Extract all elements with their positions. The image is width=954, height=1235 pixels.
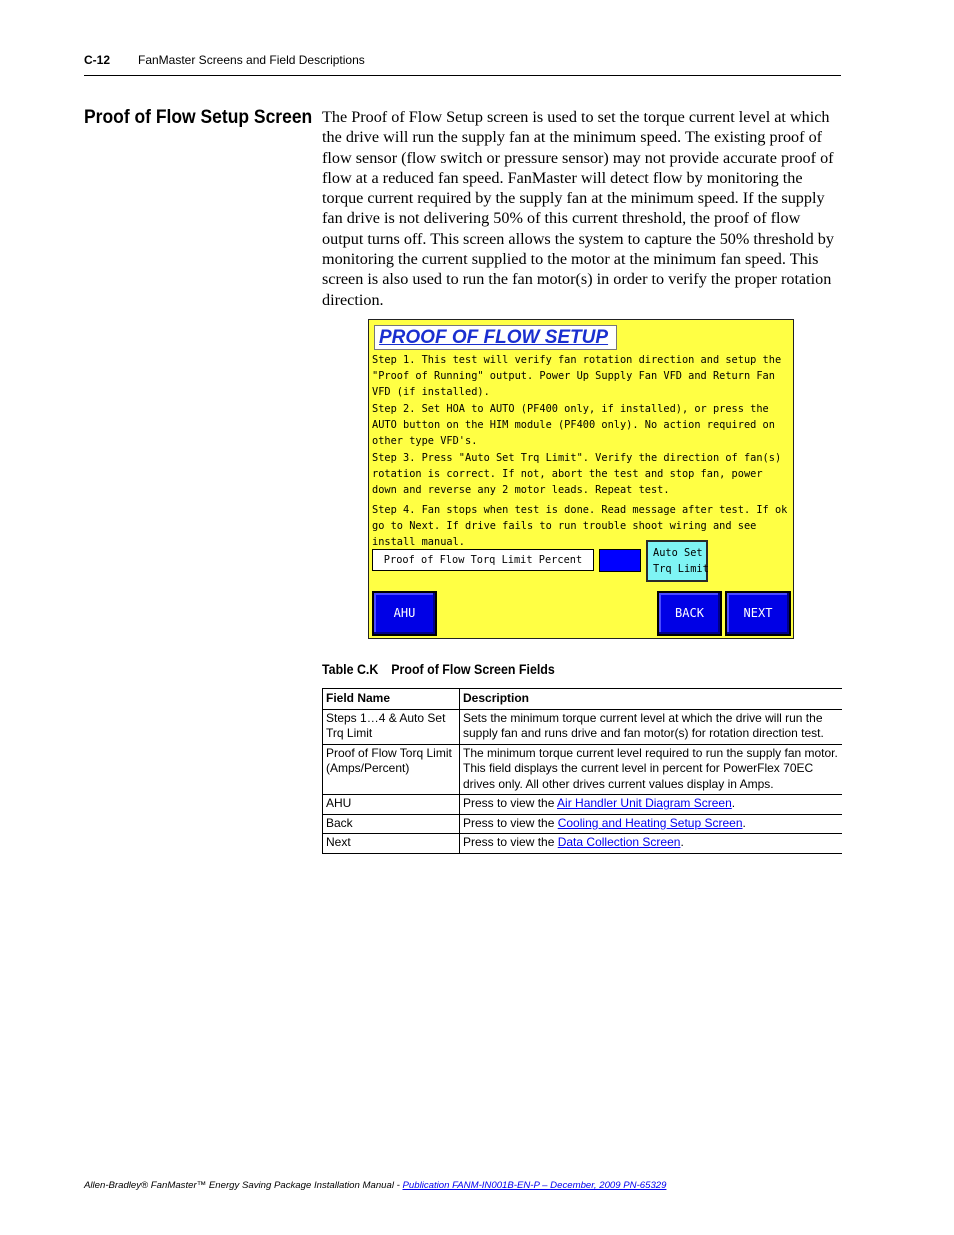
header-rule — [84, 75, 841, 76]
hmi-step-2: Step 2. Set HOA to AUTO (PF400 only, if installed), or press the AUTO button on the HIM module (PF400 only). No action required on other type VFD's. — [372, 403, 775, 447]
description-prefix: Press to view the — [463, 815, 558, 830]
field-name-cell: AHU — [323, 795, 460, 815]
table-label: Table C.K — [322, 662, 379, 677]
footer-text: Allen-Bradley® FanMaster™ Energy Saving Package Installation Manual - — [84, 1180, 403, 1191]
table-header-row — [323, 689, 843, 710]
table-title: Proof of Flow Screen Fields — [391, 662, 555, 677]
next-button[interactable]: NEXT — [725, 591, 791, 636]
header-field-name: Field Name — [323, 689, 460, 710]
ahu-button[interactable]: AHU — [372, 591, 437, 636]
table-row — [323, 709, 843, 744]
table-row — [323, 814, 843, 834]
description-cell — [460, 834, 843, 854]
table-row — [323, 834, 843, 854]
hmi-step-1: Step 1. This test will verify fan rotation direction and setup the "Proof of Running" output. Power Up Supply Fan VFD and Return Fan VFD (if installed). — [372, 354, 782, 398]
description-cell — [460, 795, 843, 815]
field-name-cell: Proof of Flow Torq Limit (Amps/Percent) — [323, 744, 460, 795]
auto-set-line-1: Auto Set — [653, 547, 703, 559]
field-name-cell: Back — [323, 814, 460, 834]
section-title: Proof of Flow Setup Screen — [84, 107, 313, 128]
description-suffix: . — [742, 815, 746, 830]
data-collection-screen-link[interactable]: Data Collection Screen — [557, 835, 681, 849]
fields-table — [322, 688, 842, 854]
torq-limit-value-box — [599, 549, 641, 572]
page-number: C-12 — [84, 53, 111, 67]
description-suffix: . — [731, 796, 736, 810]
description-cell: The minimum torque current level required to run the supply fan motor. This field displays the current level in percent for PowerFlex 70EC drives only. All other drives current values display in Amps. — [460, 744, 843, 795]
description-cell — [460, 814, 843, 834]
torq-limit-field-label: Proof of Flow Torq Limit Percent — [372, 549, 594, 571]
cooling-heating-setup-link[interactable]: Cooling and Heating Setup Screen — [557, 815, 743, 830]
auto-set-line-2: Trq Limit — [653, 563, 709, 575]
table-caption — [322, 662, 555, 677]
header-description: Description — [460, 689, 843, 710]
hmi-step-4: Step 4. Fan stops when test is done. Read message after test. If ok go to Next. If drive fails to run trouble shoot wiring and see install manual. — [372, 504, 788, 548]
description-suffix: . — [680, 835, 684, 849]
hmi-screenshot — [368, 319, 794, 639]
intro-paragraph: The Proof of Flow Setup screen is used to set the torque current level at which the drive will run the supply fan at the minimum speed. The existing proof of flow sensor (flow switch or pressure sensor) may not provide accurate proof of flow at a reduced fan speed. FanMaster will detect flow by monitoring the torque current required by the supply fan at the minimum speed. If the supply fan drive is not delivering 50% of this current threshold, the proof of flow output turns off. This screen allows the system to capture the 50% threshold by monitoring the current supplied to the motor at the minimum fan speed. This screen is also used to run the fan motor(s) in order to verify the proper rotation direction. — [322, 108, 834, 309]
table-row — [323, 744, 843, 795]
running-header: FanMaster Screens and Field Descriptions — [138, 53, 365, 67]
hmi-title: PROOF OF FLOW SETUP — [374, 325, 617, 350]
auto-set-trq-limit-button[interactable] — [646, 540, 708, 582]
hmi-step-3: Step 3. Press "Auto Set Trq Limit". Verify the direction of fan(s) rotation is correct. If not, abort the test and stop fan, power down and reverse any 2 motor leads. Repeat test. — [372, 452, 782, 496]
page-footer — [84, 1180, 666, 1191]
field-name-cell: Next — [323, 834, 460, 854]
back-button[interactable]: BACK — [657, 591, 722, 636]
air-handler-unit-diagram-link[interactable]: Air Handler Unit Diagram Screen — [557, 796, 732, 810]
description-prefix: Press to view the — [463, 835, 558, 849]
description-prefix: Press to view the — [463, 796, 558, 810]
field-name-cell: Steps 1…4 & Auto Set Trq Limit — [323, 709, 460, 744]
table-row — [323, 795, 843, 815]
description-cell: Sets the minimum torque current level at which the drive will run the supply fan and runs drive and fan motor(s) for rotation direction test. — [460, 709, 843, 744]
publication-link[interactable]: Publication FANM-IN001B-EN-P – December, 2009 PN-65329 — [402, 1180, 667, 1191]
